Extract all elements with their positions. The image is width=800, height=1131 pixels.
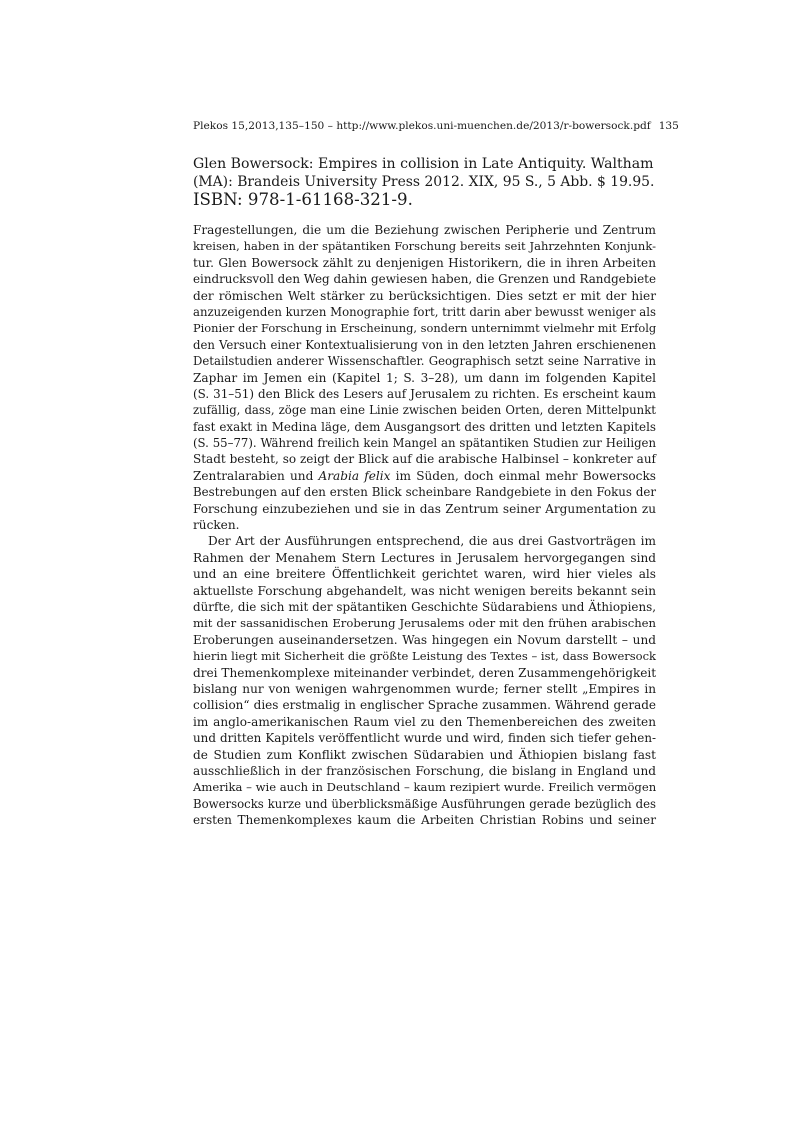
- text-line: de Studien zum Konflikt zwischen Südarabien und Äthiopien bislang fast: [193, 747, 656, 762]
- text-line: Eroberungen auseinandersetzen. Was hingegen ein Novum darstellt – und: [193, 632, 656, 647]
- text-line: Der Art der Ausführungen entsprechend, die aus drei Gastvorträgen im: [208, 534, 656, 549]
- text-line: dürfte, die sich mit der spätantiken Geschichte Südarabiens und Äthiopiens,: [193, 599, 656, 614]
- text-line: der römischen Welt stärker zu berücksichtigen. Dies setzt er mit der hier: [193, 288, 656, 303]
- text-line: Detailstudien anderer Wissenschaftler. Geographisch setzt seine Narrative in: [193, 354, 656, 369]
- running-header: [193, 120, 679, 132]
- page-number: 135: [658, 120, 679, 132]
- title-line: ISBN: 978-1-61168-321-9.: [193, 190, 413, 210]
- text-line: Fragestellungen, die um die Beziehung zwischen Peripherie und Zentrum: [193, 223, 656, 237]
- text-line: Stadt besteht, so zeigt der Blick auf die arabische Halbinsel – konkreter auf: [193, 452, 656, 467]
- text-line: ausschließlich in der französischen Forschung, die bislang in England und: [193, 763, 656, 778]
- paragraph-1: [193, 222, 656, 533]
- text-line: collision“ dies erstmalig in englischer Sprache zusammen. Während gerade: [193, 698, 656, 713]
- text-line: im anglo-amerikanischen Raum viel zu den Themenbereichen des zweiten: [193, 714, 656, 729]
- title-line: Glen Bowersock: Empires in collision in Late Antiquity. Waltham: [193, 156, 654, 172]
- text-line: Zaphar im Jemen ein (Kapitel 1; S. 3–28), um dann im folgenden Kapitel: [193, 370, 656, 385]
- text-line: fast exakt in Medina läge, dem Ausgangsort des dritten und letzten Kapitels: [193, 419, 656, 434]
- text-line: (S. 55–77). Während freilich kein Mangel an spätantiken Studien zur Heiligen: [193, 436, 656, 451]
- text-line: drei Themenkomplexe miteinander verbindet, deren Zusammengehörigkeit: [193, 665, 657, 680]
- text-fragment: Zentralarabien und: [193, 468, 319, 483]
- text-line: Bestrebungen auf den ersten Blick scheinbare Randgebiete in den Fokus der: [193, 485, 656, 500]
- text-line: anzuzeigenden kurzen Monographie fort, tritt darin aber bewusst weniger als: [193, 304, 656, 319]
- review-body: [193, 222, 656, 828]
- text-line: eindrucksvoll den Weg dahin gewiesen haben, die Grenzen und Randgebiete: [193, 272, 656, 287]
- text-line: Rahmen der Menahem Stern Lectures in Jerusalem hervorgegangen sind: [193, 550, 656, 565]
- journal-citation: Plekos 15,2013,135–150 – http://www.plekos.uni-muenchen.de/2013/r-bowersock.pdf: [193, 120, 651, 132]
- text-line: bislang nur von wenigen wahrgenommen wurde; ferner stellt „Empires in: [193, 681, 656, 696]
- text-line: aktuellste Forschung abgehandelt, was nicht wenigen bereits bekannt sein: [193, 583, 656, 598]
- text-line: Forschung einzubeziehen und sie in das Zentrum seiner Argumentation zu: [193, 501, 656, 516]
- text-line: den Versuch einer Kontextualisierung von in den letzten Jahren erschienenen: [193, 337, 656, 352]
- text-line: mit der sassanidischen Eroberung Jerusalems oder mit den frühen arabischen: [193, 616, 656, 631]
- text-line: Bowersocks kurze und überblicksmäßige Ausführungen gerade bezüglich des: [193, 796, 656, 811]
- review-title: [193, 156, 656, 209]
- text-line: zufällig, dass, zöge man eine Linie zwischen beiden Orten, deren Mittelpunkt: [193, 403, 656, 418]
- text-line: kreisen, haben in der spätantiken Forschung bereits seit Jahrzehnten Konjunk-: [193, 239, 656, 254]
- text-line: Pionier der Forschung in Erscheinung, sondern unternimmt vielmehr mit Erfolg: [193, 321, 657, 336]
- text-line: Amerika – wie auch in Deutschland – kaum rezipiert wurde. Freilich vermögen: [193, 780, 657, 795]
- text-fragment: im Süden, doch einmal mehr Bowersocks: [390, 468, 656, 483]
- text-line: (S. 31–51) den Blick des Lesers auf Jerusalem zu richten. Es erscheint kaum: [193, 386, 656, 401]
- italic-term: Arabia felix: [318, 468, 391, 483]
- text-line: und an eine breitere Öffentlichkeit gerichtet waren, wird hier vieles als: [193, 567, 656, 582]
- paragraph-2: [193, 533, 656, 828]
- text-line-with-italic: [193, 468, 656, 484]
- text-line: und dritten Kapitels veröffentlicht wurde und wird, finden sich tiefer gehen-: [193, 731, 656, 746]
- title-line: (MA): Brandeis University Press 2012. XIX, 95 S., 5 Abb. $ 19.95.: [193, 173, 655, 190]
- text-line: tur. Glen Bowersock zählt zu denjenigen Historikern, die in ihren Arbeiten: [193, 255, 656, 270]
- text-line: ersten Themenkomplexes kaum die Arbeiten Christian Robins und seiner: [193, 813, 656, 828]
- text-line: rücken.: [193, 518, 240, 533]
- text-line: hierin liegt mit Sicherheit die größte Leistung des Textes – ist, dass Bowersock: [193, 649, 656, 664]
